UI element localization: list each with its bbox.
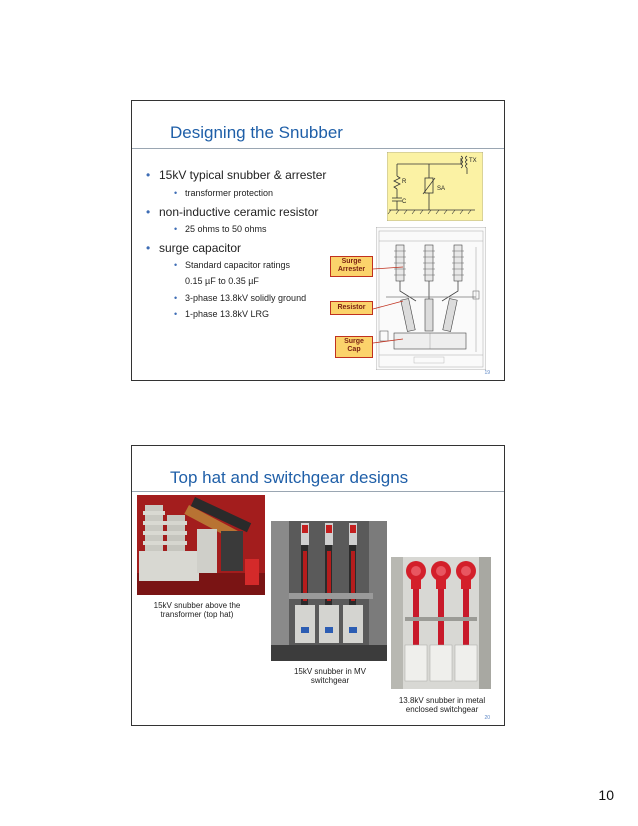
page-number: 10 (598, 787, 614, 803)
slide-number: 20 (484, 715, 490, 721)
sub-bullet: • 1-phase 13.8kV LRG (176, 309, 269, 319)
slide-title: Top hat and switchgear designs (170, 468, 409, 487)
slide-designing-the-snubber (131, 100, 505, 381)
snubber-schematic (387, 152, 483, 221)
slide-top-hat-and-switchgear (131, 445, 505, 726)
slide-title: Designing the Snubber (170, 123, 343, 142)
slide-number: 19 (484, 370, 490, 376)
caption-top-hat: 15kV snubber above the transformer (top hat) (153, 601, 241, 619)
callout-surge-cap: Surge Cap (335, 336, 373, 358)
title-divider (132, 148, 504, 149)
photo-top-hat-snubber (137, 495, 265, 595)
sa-label: SA (437, 186, 446, 192)
c-label: C (402, 199, 407, 205)
callout-resistor: Resistor (330, 301, 373, 315)
sub-bullet: • 3-phase 13.8kV solidly ground (176, 293, 306, 303)
bullet: • 15kV typical snubber & arrester (146, 168, 326, 182)
sub-bullet-continuation: 0.15 µF to 0.35 µF (185, 276, 259, 286)
photo-mv-switchgear (271, 521, 387, 661)
r-label: R (402, 179, 407, 185)
tx-label: TX (469, 158, 477, 164)
callout-surge-arrester: Surge Arrester (330, 256, 373, 277)
sub-bullet: • transformer protection (176, 188, 273, 198)
sub-bullet: • Standard capacitor ratings (176, 260, 290, 270)
bullet: • surge capacitor (146, 241, 241, 255)
sub-bullet: • 25 ohms to 50 ohms (176, 224, 267, 234)
title-divider (132, 491, 504, 492)
photo-metal-enclosed-switchgear (391, 557, 491, 689)
caption-mv-switchgear: 15kV snubber in MV switchgear (293, 667, 367, 685)
caption-metal-enclosed: 13.8kV snubber in metal enclosed switchgear (398, 696, 486, 714)
bullet: • non-inductive ceramic resistor (146, 205, 318, 219)
